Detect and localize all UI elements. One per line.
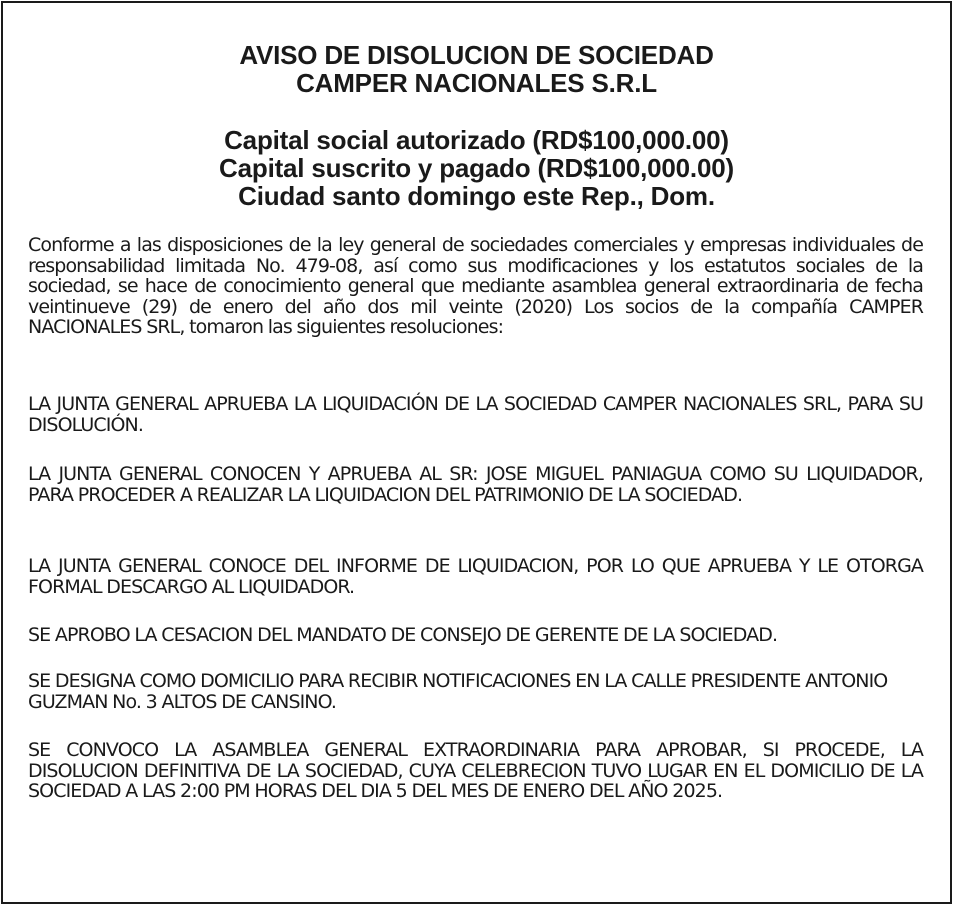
resolution-paragraph: SE APROBO LA CESACION DEL MANDATO DE CONSEJO DE GERENTE DE LA SOCIEDAD.: [28, 624, 778, 646]
company-name: CAMPER NACIONALES S.R.L: [296, 68, 657, 98]
resolution-paragraph: LA JUNTA GENERAL APRUEBA LA LIQUIDACIÓN DE LA SOCIEDAD CAMPER NACIONALES SRL, PARA SU DISOLUCIÓN.: [28, 393, 923, 436]
resolution-paragraph: LA JUNTA GENERAL CONOCE DEL INFORME DE LIQUIDACION, POR LO QUE APRUEBA Y LE OTORGA FORMAL DESCARGO AL LIQUIDADOR.: [28, 555, 923, 598]
capital-info: [3, 126, 950, 210]
resolution-paragraph: LA JUNTA GENERAL CONOCEN Y APRUEBA AL SR: JOSE MIGUEL PANIAGUA COMO SU LIQUIDADOR, PARA PROCEDER A REALIZAR LA LIQUIDACION DEL PATRIMONIO DE LA SOCIEDAD.: [28, 463, 923, 506]
authorized-capital: Capital social autorizado (RD$100,000.00): [224, 125, 729, 155]
resolution-paragraph: SE CONVOCO LA ASAMBLEA GENERAL EXTRAORDINARIA PARA APROBAR, SI PROCEDE, LA DISOLUCION DEFINITIVA DE LA SOCIEDAD, CUYA CELEBRECION TUVO LUGAR EN EL DOMICILIO DE LA SOCIEDAD A LAS 2:00 PM HORAS DEL DIA 5 DEL MES DE ENERO DEL AÑO 2025.: [28, 739, 923, 802]
resolution-paragraph: SE DESIGNA COMO DOMICILIO PARA RECIBIR NOTIFICACIONES EN LA CALLE PRESIDENTE ANTONIO GUZMAN No. 3 ALTOS DE CANSINO.: [28, 670, 888, 713]
city-line: Ciudad santo domingo este Rep., Dom.: [238, 181, 715, 211]
title-line: AVISO DE DISOLUCION DE SOCIEDAD: [239, 40, 714, 70]
notice-title: [3, 41, 950, 97]
intro-paragraph: Conforme a las disposiciones de la ley general de sociedades comerciales y empresas individuales de responsabilidad limitada No. 479-08, así como sus modificaciones y los estatutos sociales de la sociedad, se hace de conocimiento general que mediante asamblea general extraordinaria de fecha veintinueve (29) de enero del año dos mil veinte (2020) Los socios de la compañía CAMPER NACIONALES SRL, tomaron las siguientes resoluciones:: [28, 234, 923, 338]
legal-notice: [1, 1, 952, 904]
subscribed-capital: Capital suscrito y pagado (RD$100,000.00): [219, 153, 734, 183]
